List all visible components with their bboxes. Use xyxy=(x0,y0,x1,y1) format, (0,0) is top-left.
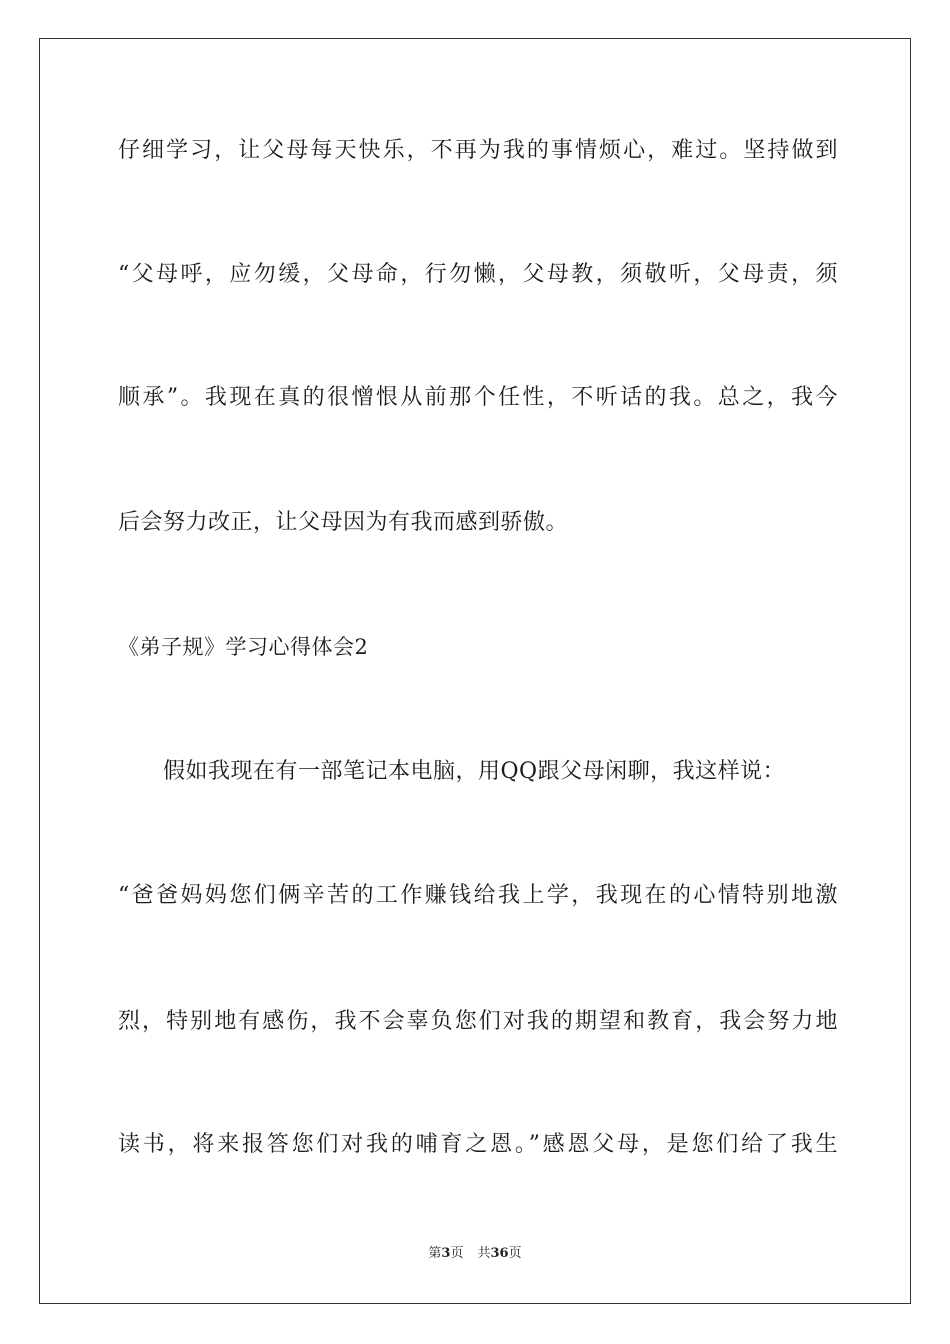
page-number: 3 xyxy=(441,1246,451,1261)
page-prefix: 第 xyxy=(428,1246,442,1261)
paragraph-line: 后会努力改正，让父母因为有我而感到骄傲。 xyxy=(118,510,569,535)
paragraph-line: “爸爸妈妈您们俩辛苦的工作赚钱给我上学，我现在的心情特别地激 xyxy=(118,883,838,908)
total-prefix: 共 xyxy=(477,1246,491,1261)
paragraph-line: 仔细学习，让父母每天快乐，不再为我的事情烦心，难过。坚持做到 xyxy=(118,138,838,163)
total-suffix: 页 xyxy=(508,1246,522,1261)
paragraph-line: “父母呼，应勿缓，父母命，行勿懒，父母教，须敬听，父母责，须 xyxy=(118,262,838,287)
paragraph-line: 读书，将来报答您们对我的哺育之恩。”感恩父母，是您们给了我生 xyxy=(118,1132,838,1157)
paragraph-line: 烈，特别地有感伤，我不会辜负您们对我的期望和教育，我会努力地 xyxy=(118,1009,838,1034)
page-border xyxy=(39,38,911,1304)
section-heading: 《弟子规》学习心得体会2 xyxy=(118,635,369,659)
paragraph-line: 顺承”。我现在真的很憎恨从前那个任性，不听话的我。总之，我今 xyxy=(118,385,838,410)
page-suffix: 页 xyxy=(450,1246,464,1261)
paragraph-line: 假如我现在有一部笔记本电脑，用QQ跟父母闲聊，我这样说： xyxy=(163,759,786,784)
page-footer xyxy=(0,1245,950,1263)
total-pages: 36 xyxy=(490,1246,509,1261)
